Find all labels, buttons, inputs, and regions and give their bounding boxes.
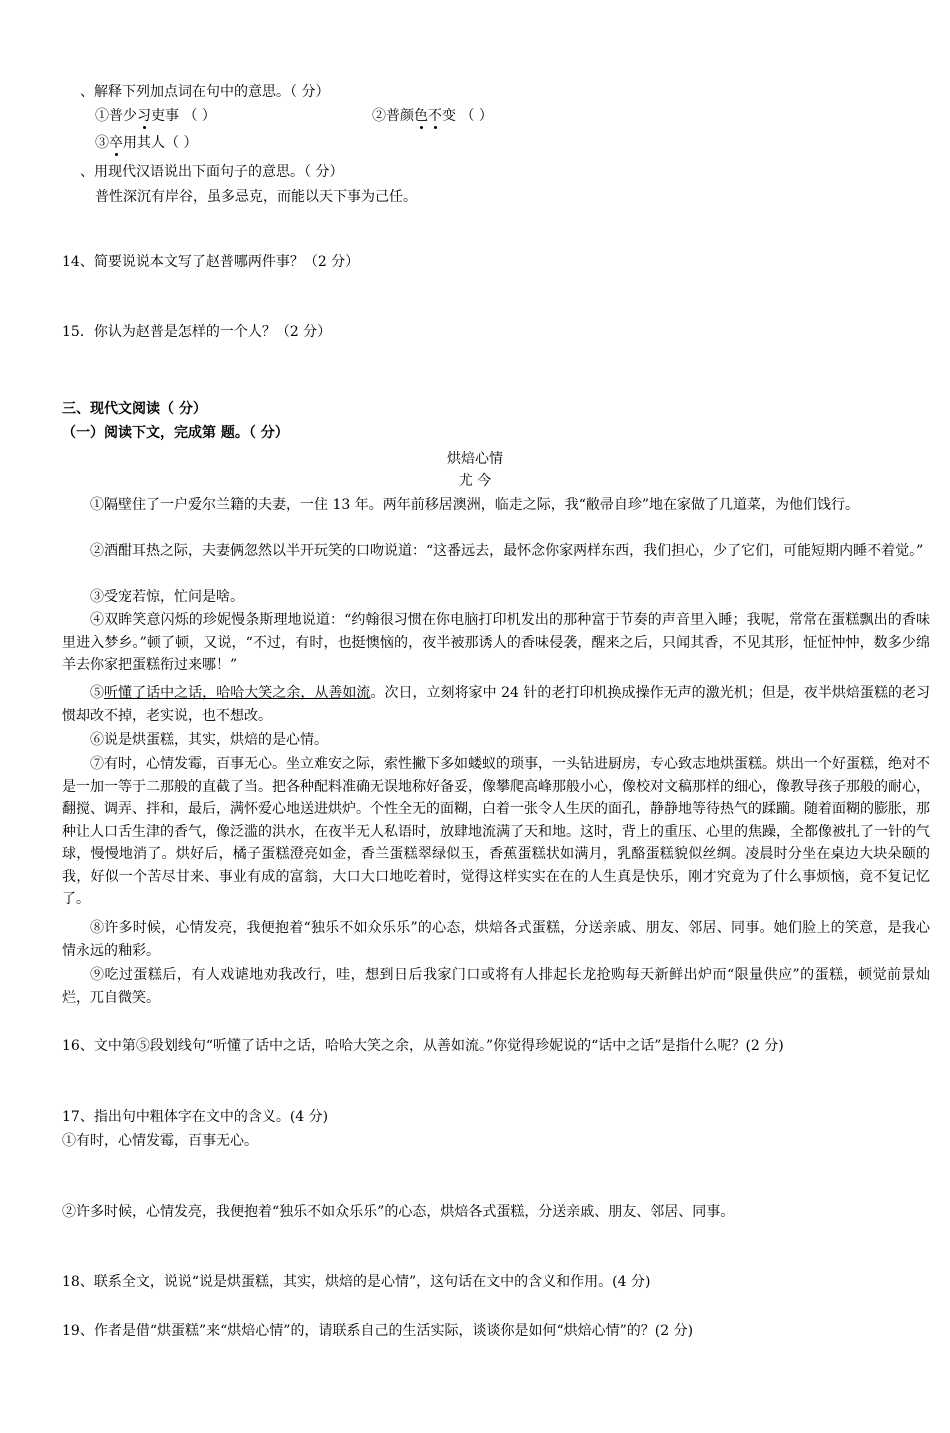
paragraph-6: ⑥说是烘蛋糕，其实，烘焙的是心情。	[90, 732, 328, 748]
dotted-char: 色	[414, 108, 428, 124]
explain-item-1-post: 吏事 （ ）	[151, 108, 216, 124]
question-19: 19、作者是借“烘蛋糕”来“烘焙心情”的，请联系自己的生活实际，谈谈你是如何“烘焙心情”的？(2 分)	[62, 1323, 694, 1339]
explain-item-3-pre: ③	[95, 135, 109, 151]
question-15: 15．你认为赵普是怎样的一个人？（2 分）	[62, 324, 332, 340]
question-17-item-1: ①有时，心情发霉，百事无心。	[62, 1133, 258, 1149]
explain-heading: 、解释下列加点词在句中的意思。（ 分）	[80, 84, 330, 100]
translate-heading: 、用现代汉语说出下面句子的意思。（ 分）	[80, 164, 344, 180]
paragraph-7: ⑦有时，心情发霉，百事无心。坐立难安之际，索性撇下多如蝼蚁的琐事，一头钻进厨房，专心致志地烘蛋糕。烘出一个好蛋糕，绝对不是一加一等于二那般的直截了当。把各种配料准确无误地称好备妥，像攀爬高峰那般小心，像校对文稿那样的细心，像教导孩子那般的耐心，翻搅、调弄、拌和，最后，满怀爱心地送进烘炉。个性全无的面糊，白着一张令人生厌的面孔，静静地等待热气的蹂躏。随着面糊的膨胀，那种让人口舌生津的香气，像泛滥的洪水，在夜半无人私语时，放肆地流满了天和地。这时，背上的重压、心里的焦躁，全都像被扎了一针的气球，慢慢地消了。烘好后，橘子蛋糕澄亮如金，香兰蛋糕翠绿似玉，香蕉蛋糕状如满月，乳酪蛋糕貌似丝绸。凌晨时分坐在桌边大块朵颐的我，好似一个苦尽甘来、事业有成的富翁，大口大口地吃着时，觉得这样实实在在的人生真是快乐，刚才究竟为了什么事烦恼，竟不复记忆了。	[62, 756, 930, 907]
article-author: 尤 今	[458, 473, 492, 489]
explain-item-1-pre: ①普少	[95, 108, 137, 124]
question-17-item-2: ②许多时候，心情发亮，我便抱着“独乐不如众乐乐”的心态，烘焙各式蛋糕，分送亲戚、朋友、邻居、同事。	[62, 1204, 735, 1220]
translate-sentence: 普性深沉有岸谷，虽多忌克，而能以天下事为己任。	[95, 189, 417, 205]
paragraph-5-number: ⑤	[90, 685, 105, 701]
explain-item-1	[95, 106, 216, 126]
explain-item-2	[372, 106, 493, 126]
article-title: 烘焙心情	[447, 451, 503, 467]
paragraph-3: ③受宠若惊，忙问是啥。	[90, 589, 244, 605]
explain-item-3	[95, 133, 197, 153]
paragraph-4: ④双眸笑意闪烁的珍妮慢条斯理地说道：“约翰很习惯在你电脑打印机发出的那种富于节奏的声音里入睡；我呢，常常在蛋糕飘出的香味里进入梦乡。”顿了顿，又说，“不过，有时，也挺懊恼的，夜半被那诱人的香味侵袭，醒来之后，只闻其香，不见其形，怔怔忡忡，数多少绵羊去你家把蛋糕衔过来哪！”	[62, 612, 930, 673]
question-17: 17、指出句中粗体字在文中的含义。(4 分)	[62, 1109, 329, 1125]
dotted-char: 不	[428, 108, 442, 124]
question-18: 18、联系全文，说说“说是烘蛋糕，其实，烘焙的是心情”，这句话在文中的含义和作用。(4 分)	[62, 1274, 651, 1290]
explain-item-2-post: 变 （ ）	[442, 108, 493, 124]
explain-item-3-post: 用其人（ ）	[123, 135, 198, 151]
question-14: 14、简要说说本文写了赵普哪两件事？（2 分）	[62, 254, 360, 270]
section-heading: 三、现代文阅读（ 分）	[62, 401, 207, 417]
paragraph-2: ②酒酣耳热之际，夫妻俩忽然以半开玩笑的口吻说道：“这番远去，最怀念你家两样东西，我们担心，少了它们，可能短期内睡不着觉。”	[90, 543, 924, 559]
paragraph-8: ⑧许多时候，心情发亮，我便抱着“独乐不如众乐乐”的心态，烘焙各式蛋糕，分送亲戚、朋友、邻居、同事。她们脸上的笑意，是我心情永远的釉彩。	[62, 920, 930, 959]
question-16: 16、文中第⑤段划线句“听懂了话中之话，哈哈大笑之余，从善如流。”你觉得珍妮说的“话中之话”是指什么呢？(2 分)	[62, 1038, 784, 1054]
paragraph-5	[62, 682, 930, 727]
section-subheading: （一）阅读下文，完成第 题。（ 分）	[62, 425, 289, 441]
paragraph-1: ①隔壁住了一户爱尔兰籍的夫妻，一住 13 年。两年前移居澳洲，临走之际，我“敝帚自珍”地在家做了几道菜，为他们饯行。	[90, 497, 860, 513]
dotted-char: 卒	[109, 135, 123, 151]
dotted-char: 习	[137, 108, 151, 124]
explain-item-2-pre: ②普颜	[372, 108, 414, 124]
underlined-sentence: 听懂了话中之话，哈哈大笑之余，从善如流	[104, 685, 371, 701]
paragraph-5-rest: 。次日，立刻将家中 24 针的老打印机换成操作无声的激光机；但是，夜半烘焙蛋糕的老习惯却改不掉，老实说，也不想改。	[62, 685, 931, 724]
paragraph-9: ⑨吃过蛋糕后，有人戏谑地劝我改行，哇，想到日后我家门口或将有人排起长龙抢购每天新鲜出炉而“限量供应”的蛋糕，顿觉前景灿烂，兀自微笑。	[62, 967, 930, 1006]
